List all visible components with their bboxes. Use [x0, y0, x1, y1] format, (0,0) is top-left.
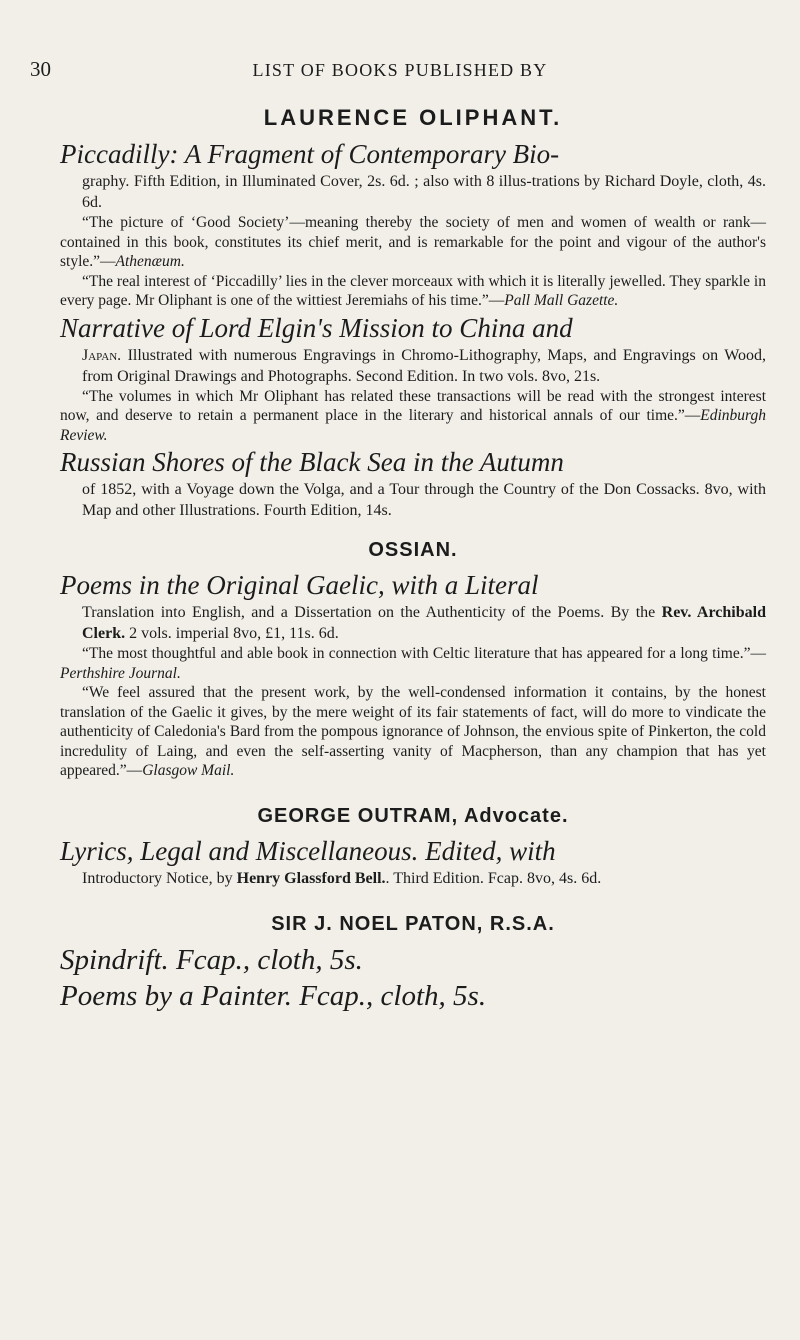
book-description	[60, 345, 766, 387]
author-heading: GEORGE OUTRAM, Advocate.	[257, 804, 569, 827]
book-title: Poems in the Original Gaelic, with a Literal	[60, 570, 539, 600]
book-title: Russian Shores of the Black Sea in the Autumn	[60, 447, 564, 477]
catalogue-content	[60, 105, 766, 1014]
title-continuation: graphy.	[82, 173, 130, 190]
review-quote	[60, 213, 766, 272]
quote-source: Edinburgh Review.	[60, 407, 766, 444]
book-title: Spindrift. Fcap., cloth, 5s.	[60, 943, 363, 976]
description-text: Illustrated with numerous Engravings in Chromo-Lithography, Maps, and Engravings on Wood, from Original Drawings and Photographs. Second Edition. In two vols. 8vo, 21s.	[82, 346, 767, 385]
description-text: . Third Edition. Fcap. 8vo, 4s. 6d.	[385, 869, 602, 887]
quote-source: Perthshire Journal.	[60, 664, 181, 682]
quote-source: Glasgow Mail.	[142, 762, 235, 779]
description-text: 2 vols. imperial 8vo, £1, 11s. 6d.	[125, 625, 339, 642]
book-title: Poems by a Painter. Fcap., cloth, 5s.	[60, 979, 487, 1012]
review-quote	[60, 644, 766, 683]
book-title: Piccadilly: A Fragment of Contemporary Bio-	[60, 139, 560, 169]
running-head: LIST OF BOOKS PUBLISHED BY	[252, 60, 548, 80]
editor-name: Rev. Archibald Clerk.	[82, 604, 766, 642]
author-heading: OSSIAN.	[368, 539, 458, 561]
review-quote	[60, 683, 766, 781]
quote-text: “The picture of ‘Good Society’—meaning thereby the society of men and women of wealth or rank—contained in this book, constitutes its chief merit, and is remarkable for the point and vigour of the author's style.”—	[60, 214, 766, 270]
book-title: Lyrics, Legal and Miscellaneous. Edited, with	[60, 835, 556, 866]
description-text: Fifth Edition, in Illuminated Cover, 2s. 6d. ; also with 8 illus-trations by Richard Doyle, cloth, 4s. 6d.	[82, 173, 766, 211]
editor-name: Henry Glassford Bell.	[236, 869, 386, 887]
review-quote	[60, 387, 766, 446]
book-description: of 1852, with a Voyage down the Volga, and a Tour through the Country of the Don Cossacks. 8vo, with Map and other Illustrations. Fourth Edition, 14s.	[82, 481, 766, 519]
quote-text: “The most thoughtful and able book in connection with Celtic literature that has appeared for a long time.”—	[82, 645, 766, 662]
quote-text: “The real interest of ‘Piccadilly’ lies in the clever morceaux with which it is literally jewelled. They sparkle in every page. Mr Oliphant is one of the wittiest Jeremiahs of his time.”—	[60, 272, 766, 309]
description-text: Translation into English, and a Dissertation on the Authenticity of the Poems. By the	[82, 604, 662, 621]
quote-source: Athenæum.	[115, 253, 185, 270]
description-text: Introductory Notice, by	[82, 869, 237, 887]
author-heading: LAURENCE OLIPHANT.	[263, 105, 563, 130]
page-number: 30	[30, 57, 51, 81]
author-heading: SIR J. NOEL PATON, R.S.A.	[271, 912, 555, 935]
title-continuation: Japan.	[82, 346, 122, 364]
book-title: Narrative of Lord Elgin's Mission to China and	[60, 312, 573, 343]
quote-text: “The volumes in which Mr Oliphant has related these transactions will be read with the strongest interest now, and deserve to retain a permanent place in the literary and historical annals of our time.”—	[60, 387, 766, 424]
quote-text: “We feel assured that the present work, by the well-condensed information it contains, by the honest translation of the Gaelic it gives, by the mere weight of its fair statements of fact, will do more to vindicate the authenticity of Caledonia's Bard from the pompous ignorance of Johnson, the envious spite of Pinkerton, the cold incredulity of Laing, and even the self-asserting vanity of Macpherson, than any champion that has yet appeared.”—	[60, 684, 766, 779]
book-description	[60, 171, 766, 213]
review-quote	[60, 272, 766, 311]
book-description	[60, 868, 766, 889]
book-description	[60, 602, 766, 644]
quote-source: Pall Mall Gazette.	[504, 292, 619, 309]
